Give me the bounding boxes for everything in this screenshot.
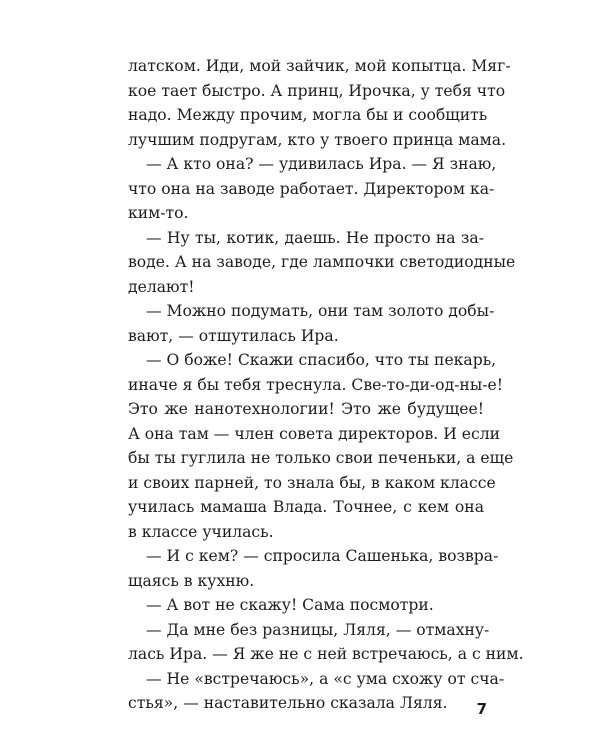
text-line: Это же нанотехнологии! Это же будущее! [128,400,484,418]
text-line: что она на заводе работает. Директором ка- [128,179,495,198]
text-line: — А кто она? — удивилась Ира. — Я знаю, [146,155,497,173]
body-text [128,54,524,716]
text-line: — Можно подумать, они там золото добы- [146,302,495,320]
text-line: — Не «встречаюсь», а «с ума схожу от сча- [146,669,505,688]
text-line: в классе училась. [128,522,274,541]
text-line: латском. Иди, мой зайчик, мой копытца. Мяг- [128,57,511,75]
text-line: ким-то. [128,204,189,222]
text-line: воде. А на заводе, где лампочки светодиодные [128,253,516,271]
text-line: делают! [128,277,195,296]
text-line: — А вот не скажу! Сама посмотри. [146,596,434,614]
page-number: 7 [476,700,487,718]
text-line: — Да мне без разницы, Ляля, — отмахну- [146,620,490,639]
text-line: бы ты гуглила не только свои печеньки, а еще [128,449,514,467]
text-line: лась Ира. — Я же не с ней встречаюсь, а с ним. [128,645,524,663]
text-line: кое тает быстро. А принц, Ирочка, у тебя что [128,81,506,100]
text-line: — О боже! Скажи спасибо, что ты пекарь, [146,351,497,369]
text-line: училась мамаша Влада. Точнее, с кем она [128,498,484,516]
text-line: надо. Между прочим, могла бы и сообщить [128,106,488,124]
text-line: вают, — отшутилась Ира. [128,326,339,345]
text-line: лучшим подругам, кто у твоего принца мама. [128,130,507,149]
text-line: щаясь в кухню. [128,571,255,590]
text-line: и своих парней, то знала бы, в каком классе [128,473,496,492]
text-line: — Ну ты, котик, даешь. Не просто на за- [146,228,484,247]
text-line: иначе я бы тебя треснула. Све-то-ди-од-ны-е! [128,375,504,394]
text-line: А она там — член совета директоров. И если [128,424,501,443]
text-line: стья», — наставительно сказала Ляля. [128,694,448,712]
text-line: — И с кем? — спросила Сашенька, возвра- [146,547,499,565]
